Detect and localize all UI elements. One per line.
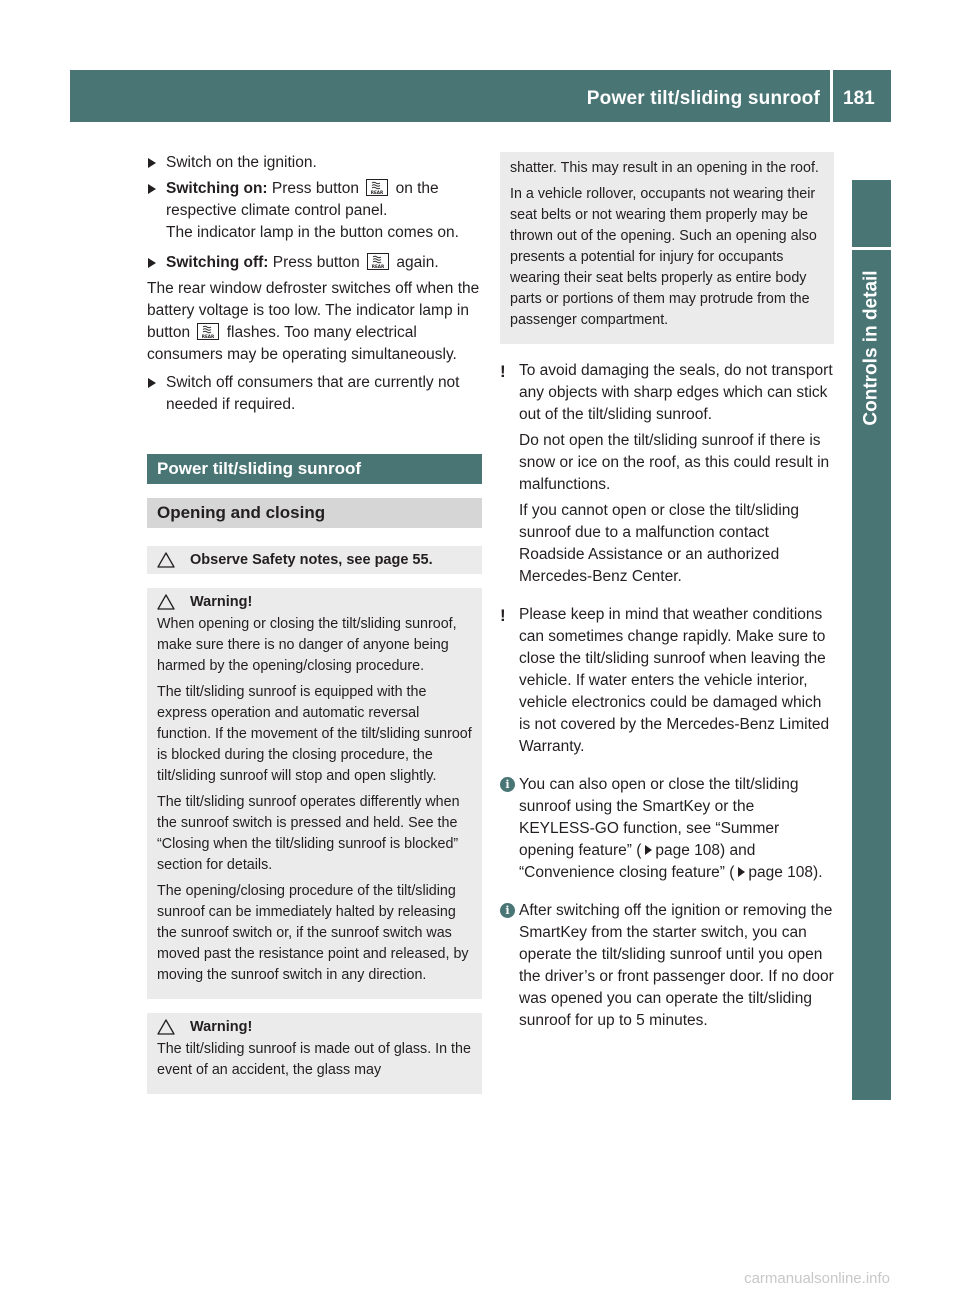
rear-defroster-icon bbox=[367, 253, 389, 270]
page-reference-icon bbox=[738, 867, 745, 877]
instruction-step: Switch off consumers that are currently not needed if required. bbox=[147, 372, 482, 416]
warning-triangle-icon bbox=[157, 552, 175, 568]
warning-box bbox=[147, 588, 482, 999]
warning-heading: Warning! bbox=[157, 594, 472, 610]
info-icon: i bbox=[500, 903, 515, 918]
caution-note: ! To avoid damaging the seals, do not transport any objects with sharp edges which can stick out of the tilt/sliding sunroof. Do not open the tilt/sliding sunroof if there is snow or ice on the roof, as this could result in malfunctions. If you cannot open or close the tilt/sliding sunroof due to a malfunction contact Roadside Assistance or an authorized Mercedes-Benz Center. bbox=[500, 362, 833, 585]
left-column bbox=[147, 152, 482, 1094]
section-title: Power tilt/sliding sunroof bbox=[147, 454, 482, 484]
svg-text:REAR: REAR bbox=[202, 334, 215, 339]
warning-heading: Warning! bbox=[157, 1019, 472, 1035]
instruction-step: Switching off: Press button REAR again. bbox=[147, 252, 482, 274]
warning-paragraph: When opening or closing the tilt/sliding sunroof, make sure there is no danger of anyone being harmed by the opening/closing procedure. bbox=[157, 616, 457, 674]
rear-defroster-icon bbox=[197, 323, 219, 340]
warning-paragraph: The opening/closing procedure of the tilt/sliding sunroof can be immediately halted by releasing the sunroof switch or, if the sunroof switch was moved past the resistance point and released, by moving the sunroof switch in any direction. bbox=[157, 883, 469, 983]
subsection-title: Opening and closing bbox=[147, 498, 482, 528]
footer-watermark: carmanualsonline.info bbox=[744, 1270, 890, 1287]
caution-icon: ! bbox=[500, 362, 506, 381]
page-reference-icon bbox=[645, 845, 652, 855]
caution-icon: ! bbox=[500, 606, 506, 625]
warning-paragraph: The tilt/sliding sunroof is made out of glass. In the event of an accident, the glass may bbox=[157, 1041, 471, 1078]
instruction-step: Switch on the ignition. bbox=[147, 152, 482, 174]
caution-note: ! Please keep in mind that weather conditions can sometimes change rapidly. Make sure to close the tilt/sliding sunroof when leaving the vehicle. If water enters the vehicle interior, vehicle electronics could be damaged which is not covered by the Mercedes-Benz Limited Warranty. bbox=[500, 606, 830, 755]
warning-paragraph: In a vehicle rollover, occupants not wearing their seat belts or not wearing them properly may be thrown out of the opening. Such an opening also presents a potential for injury for occupants wearing their seat belts properly as entire body parts or portions of them may protrude from the passenger compartment. bbox=[510, 186, 817, 328]
step-arrow-icon bbox=[148, 184, 156, 194]
side-tab-label: Controls in detail bbox=[860, 269, 882, 426]
warning-triangle-icon bbox=[157, 594, 175, 610]
warning-paragraph: The tilt/sliding sunroof is equipped with the express operation and automatic reversal function. If the movement of the tilt/sliding sunroof is blocked during the closing procedure, the tilt/sliding sunroof will stop and open slightly. bbox=[157, 684, 472, 784]
info-note: i After switching off the ignition or removing the SmartKey from the starter switch, you can operate the tilt/sliding sunroof until you open the driver’s or front passenger door. If no door was opened you can operate the tilt/sliding sunroof for up to 5 minutes. bbox=[500, 900, 834, 1032]
info-note: i You can also open or close the tilt/sliding sunroof using the SmartKey or the KEYLESS-GO function, see “Summer opening feature” ( page 108) and “Convenience closing feature” ( page 108). bbox=[500, 774, 834, 884]
right-column bbox=[500, 152, 834, 1036]
warning-paragraph: The tilt/sliding sunroof operates differently when the sunroof switch is pressed and held. See the “Closing when the tilt/sliding sunroof is blocked” section for details. bbox=[157, 794, 460, 873]
step-arrow-icon bbox=[148, 258, 156, 268]
body-paragraph: The rear window defroster switches off when the battery voltage is too low. The indicator lamp in button REAR flashes. Too many electrical consumers may be operating simultaneously. bbox=[147, 280, 480, 363]
info-icon: i bbox=[500, 777, 515, 792]
safety-notes-box: Observe Safety notes, see page 55. bbox=[147, 546, 482, 574]
step-arrow-icon bbox=[148, 158, 156, 168]
warning-box-continued bbox=[500, 152, 834, 344]
side-tab bbox=[852, 250, 891, 445]
svg-text:REAR: REAR bbox=[370, 190, 384, 195]
svg-text:REAR: REAR bbox=[371, 264, 385, 269]
page-number: 181 bbox=[843, 88, 875, 109]
warning-box bbox=[147, 1013, 482, 1094]
page-title: Power tilt/sliding sunroof bbox=[586, 88, 820, 109]
rear-defroster-icon bbox=[366, 179, 388, 196]
warning-triangle-icon bbox=[157, 1019, 175, 1035]
warning-paragraph: shatter. This may result in an opening in the roof. bbox=[510, 160, 819, 176]
step-arrow-icon bbox=[148, 378, 156, 388]
instruction-step: Switching on: Press button REAR on the respective climate control panel. The indicator lamp in the button comes on. bbox=[147, 178, 482, 244]
